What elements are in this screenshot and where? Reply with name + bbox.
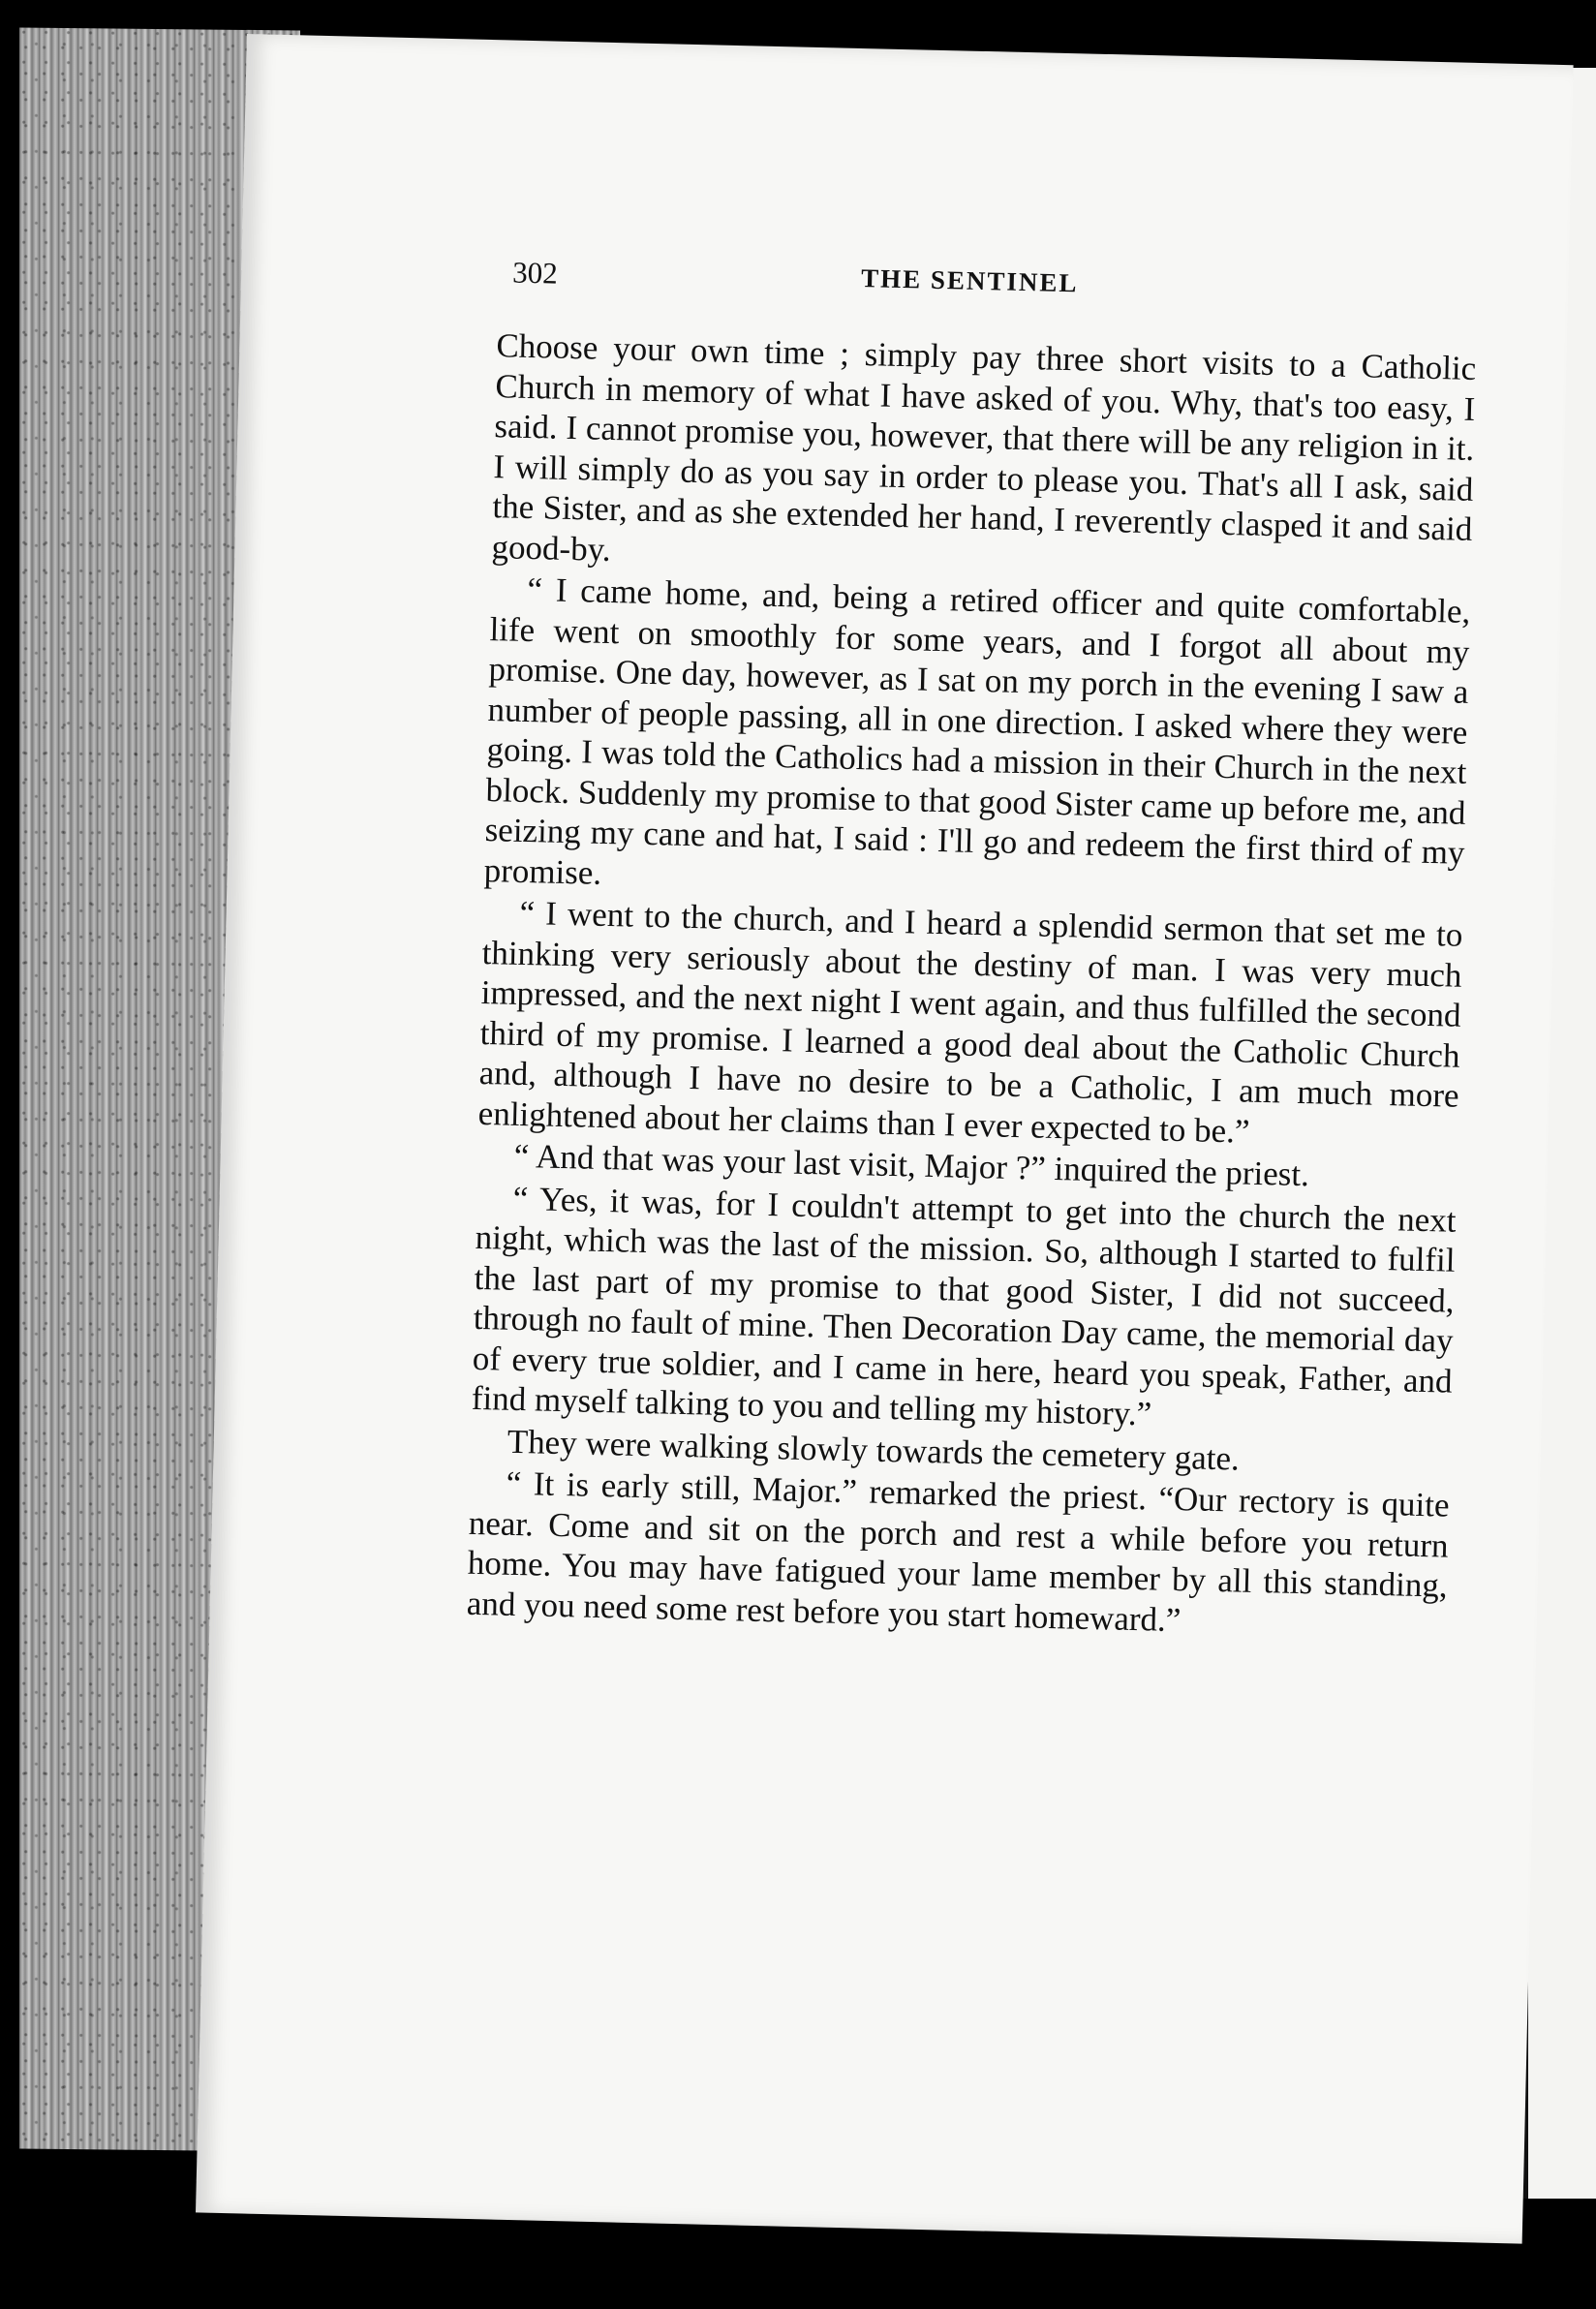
paragraph-5: “ Yes, it was, for I couldn't attempt to get into the church the next night, which was the last of the mission. So, although I started to fulfil the last part of my promise to that good Sister, I did not succeed, through no fault of mine. Then Decoration Day came, the memorial day of every true soldier, and I came in here, heard you speak, Father, and find myself talking to you and telling my history.” xyxy=(471,1179,1457,1433)
paragraph-7: “ It is early still, Major.” remarked the priest. “Our rectory is quite near. Come and sit on the porch and rest a while before you return home. You may have fatigued your lame member by all this standing, and you need some rest before you start homeward.” xyxy=(466,1463,1451,1639)
paragraph-6: They were walking slowly towards the cemetery gate. xyxy=(506,1422,1241,1478)
running-head-title: THE SENTINEL xyxy=(860,263,1079,298)
paragraph-1: Choose your own time ; simply pay three short visits to a Catholic Church in memory of what I have asked of you. Why, that's too easy, I said. I cannot promise you, however, that there will be any religion in it. I will simply do as you say in order to please you. That's all I ask, said the Sister, and as she extended her hand, I reverently clasped it and said good-by. xyxy=(491,326,1477,569)
paragraph-3: “ I went to the church, and I heard a splendid sermon that set me to thinking very seriously about the destiny of man. I was very much impressed, and the next night I went again, and thus fulfilled the second third of my promise. I learned a good deal about the Catholic Church and, although I have no desire to be a Catholic, I am much more enlightened about her claims than I ever expected to be.” xyxy=(477,893,1463,1151)
paragraph-4: “ And that was your last visit, Major ?” inquired the priest. xyxy=(513,1136,1310,1194)
body-text xyxy=(466,325,1476,1646)
page-number: 302 xyxy=(511,255,559,291)
running-head xyxy=(511,255,1491,298)
book-page xyxy=(196,34,1574,2244)
paragraph-2: “ I came home, and, being a retired officer and quite comfortable, life went on smoothly for some years, and I forgot all about my promise. One day, however, as I sat on my porch in the evening I saw a number of people passing, all in one direction. I asked where they were going. I was told the Catholics had a mission in their Church in the next block. Suddenly my promise to that good Sister came up before me, and seizing my cane and hat, I said : I'll go and redeem the first third of my promise. xyxy=(483,570,1471,892)
